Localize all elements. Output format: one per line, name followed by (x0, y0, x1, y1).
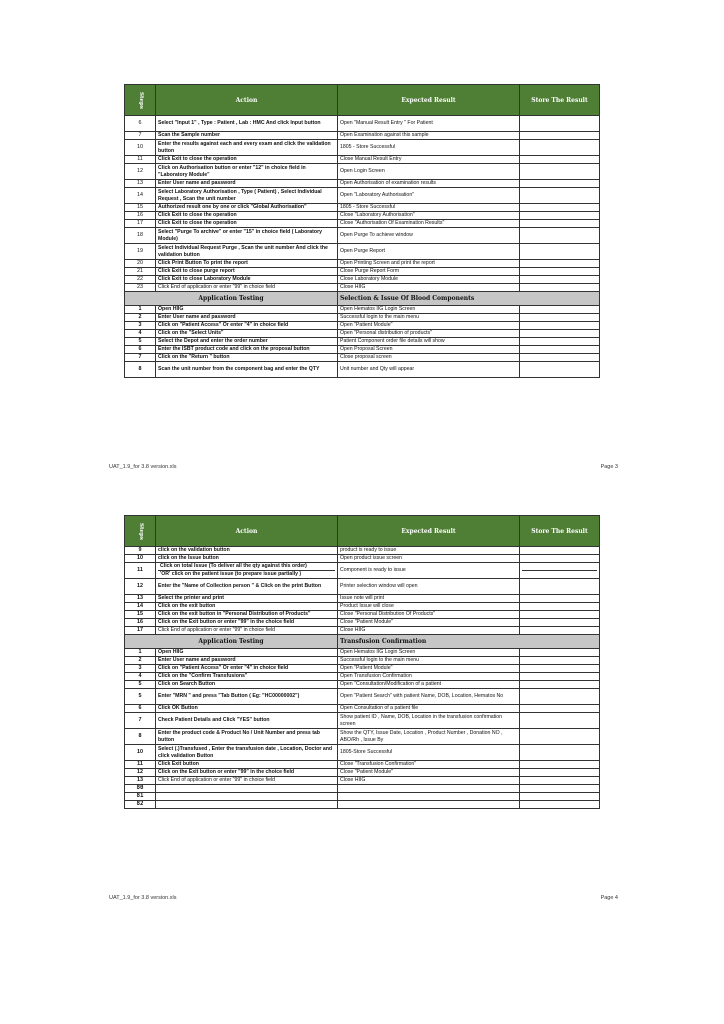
step-number: 6 (125, 705, 156, 713)
table-row (125, 276, 600, 284)
store-result-cell[interactable] (520, 306, 600, 314)
action-cell: Click End of application or enter "99" in choice field (156, 777, 338, 785)
action-cell: Select (.)Transfused , Enter the transfusion date , Location, Doctor and click validation Button (156, 745, 338, 761)
store-result-cell[interactable] (520, 777, 600, 785)
row-number: 80 (125, 785, 156, 793)
section-header-row (125, 635, 600, 649)
table-row (125, 244, 600, 260)
store-result-cell[interactable] (520, 276, 600, 284)
step-number: 12 (125, 769, 156, 777)
table-row (125, 212, 600, 220)
expected-cell: Component is ready to issue (338, 563, 520, 579)
footer-filename: UAT_1.9_for 3.8 version.xls (109, 464, 177, 470)
step-number: 16 (125, 619, 156, 627)
table-row (125, 649, 600, 657)
header-steps: Steps (125, 85, 156, 116)
expected-cell: Open Login Screen (338, 164, 520, 180)
action-line-2: 'OR' click on the patient issue (to prepare issue partially ) (160, 571, 302, 577)
header-store-result: Store The Result (520, 85, 600, 116)
table-row (125, 268, 600, 276)
table-row (125, 777, 600, 785)
expected-cell: Close "Patient Module" (338, 619, 520, 627)
footer-page-number: Page 3 (600, 464, 618, 470)
expected-cell: Close HIIG (338, 777, 520, 785)
step-number: 13 (125, 595, 156, 603)
table-row (125, 220, 600, 228)
empty-row (125, 801, 600, 809)
action-line-1: Click on total Issue (To deliver all the qty against this order) (158, 563, 335, 571)
action-cell: Check Patient Details and Click "YES" button (156, 713, 338, 729)
expected-cell: Close Purge Report Form (338, 268, 520, 276)
table-row (125, 555, 600, 563)
step-number: 14 (125, 603, 156, 611)
table-row (125, 116, 600, 132)
step-number: 15 (125, 611, 156, 619)
store-result-cell[interactable] (520, 156, 600, 164)
expected-cell: product is ready to issue (338, 547, 520, 555)
table-row (125, 627, 600, 635)
store-result-cell[interactable] (520, 713, 600, 729)
table-header-row (125, 516, 600, 547)
table-row (125, 204, 600, 212)
table-row (125, 330, 600, 338)
expected-cell: Open "Consultation/Modification of a patient (338, 681, 520, 689)
expected-cell: Open Transfusion Confirmation (338, 673, 520, 681)
step-number: 23 (125, 284, 156, 292)
section-header-row (125, 292, 600, 306)
step-number: 22 (125, 276, 156, 284)
store-result-cell[interactable] (520, 689, 600, 705)
store-result-cell[interactable] (520, 705, 600, 713)
store-result-cell[interactable] (520, 284, 600, 292)
step-number: 1 (125, 306, 156, 314)
expected-cell: Close Laboratory Module (338, 276, 520, 284)
header-action: Action (156, 516, 338, 547)
action-cell: Click on the Exit button or enter "99" in the choice field (156, 619, 338, 627)
table-row (125, 673, 600, 681)
step-number: 19 (125, 244, 156, 260)
table-row (125, 705, 600, 713)
header-steps: Steps (125, 516, 156, 547)
step-number: 8 (125, 362, 156, 378)
step-number: 7 (125, 713, 156, 729)
expected-cell: Open "Patient Module" (338, 322, 520, 330)
step-number: 21 (125, 268, 156, 276)
store-result-cell[interactable] (520, 547, 600, 555)
action-cell: Click End of application or enter "99" in choice field (156, 284, 338, 292)
action-cell: Click Exit to close the operation (156, 156, 338, 164)
row-number: 82 (125, 801, 156, 809)
expected-cell: Close "Laboratory Authorisation" (338, 212, 520, 220)
store-result-cell[interactable] (520, 188, 600, 204)
table-row (125, 284, 600, 292)
expected-cell: Close "Personal Distribution Of Products" (338, 611, 520, 619)
expected-cell: Open Purge To achieve window (338, 228, 520, 244)
expected-cell: 1805-Store Successful (338, 745, 520, 761)
action-cell: Enter User name and password (156, 657, 338, 665)
table-row (125, 180, 600, 188)
table-row (125, 745, 600, 761)
header-store-result: Store The Result (520, 516, 600, 547)
store-result-cell[interactable] (520, 681, 600, 689)
action-cell: Click on Search Button (156, 681, 338, 689)
store-result-cell[interactable] (520, 603, 600, 611)
action-cell: Enter the ISBT product code and click on the proposal button (156, 346, 338, 354)
table-row (125, 681, 600, 689)
table-row (125, 689, 600, 705)
expected-cell: Successful login to the main menu (338, 657, 520, 665)
table-row (125, 729, 600, 745)
action-cell: click on the validation button (156, 547, 338, 555)
table-row (125, 164, 600, 180)
step-number: 13 (125, 180, 156, 188)
table-row (125, 713, 600, 729)
step-number: 4 (125, 673, 156, 681)
step-number: 9 (125, 547, 156, 555)
step-number: 17 (125, 220, 156, 228)
table-row (125, 665, 600, 673)
step-number: 6 (125, 346, 156, 354)
action-cell: Authorized result one by one or click "Global Authorisation" (156, 204, 338, 212)
step-number: 5 (125, 689, 156, 705)
expected-cell: Open Printing Screen and print the report (338, 260, 520, 268)
action-cell: Click on the Exit button or enter "99" in the choice field (156, 769, 338, 777)
store-result-cell[interactable] (520, 362, 600, 378)
store-result-cell[interactable] (520, 180, 600, 188)
table-row (125, 306, 600, 314)
expected-cell: Close "Patient Module" (338, 769, 520, 777)
action-cell: Click on the "Return " button (156, 354, 338, 362)
action-cell: Enter User name and password (156, 314, 338, 322)
table-row (125, 338, 600, 346)
empty-cell[interactable] (338, 801, 520, 809)
table-row (125, 140, 600, 156)
section-title: Selection & Issue Of Blood Components (338, 292, 600, 306)
expected-cell: Patient Component order file details will show (338, 338, 520, 346)
section-label: Application Testing (125, 292, 338, 306)
action-cell: Click on the exit button in "Personal Distribution of Products" (156, 611, 338, 619)
header-expected-result: Expected Result (338, 516, 520, 547)
store-result-cell[interactable] (520, 354, 600, 362)
action-cell: Enter User name and password (156, 180, 338, 188)
table-row (125, 362, 600, 378)
table-row (125, 603, 600, 611)
expected-cell: Open "Patient Module" (338, 665, 520, 673)
action-cell: Click Exit to close the operation (156, 212, 338, 220)
store-result-cell[interactable] (520, 140, 600, 156)
action-cell: Enter the "Name of Collection person " & Click on the print Button (156, 579, 338, 595)
expected-cell: Open Authorisation of examination results (338, 180, 520, 188)
header-expected-result: Expected Result (338, 85, 520, 116)
store-result-cell[interactable] (520, 212, 600, 220)
empty-cell[interactable] (156, 793, 338, 801)
expected-cell: Open Consultation of a patient file (338, 705, 520, 713)
expected-cell: Open Hematos IIG Login Screen (338, 649, 520, 657)
store-result-cell[interactable] (520, 164, 600, 180)
step-number: 18 (125, 228, 156, 244)
store-result-cell[interactable] (520, 673, 600, 681)
expected-cell: Open Purge Report (338, 244, 520, 260)
empty-cell[interactable] (338, 785, 520, 793)
table-row (125, 619, 600, 627)
table-row (125, 346, 600, 354)
step-number: 10 (125, 745, 156, 761)
action-cell: Select the printer and print (156, 595, 338, 603)
step-number: 7 (125, 132, 156, 140)
store-result-cell[interactable] (520, 314, 600, 322)
store-result-cell[interactable] (520, 563, 600, 579)
table-row (125, 228, 600, 244)
empty-cell[interactable] (338, 793, 520, 801)
action-cell: Select "Purge To archive" or enter "15" in choice field ( Laboratory Module) (156, 228, 338, 244)
store-result-cell[interactable] (520, 322, 600, 330)
action-cell: Click on "Patient Access" Or enter "4" in choice field (156, 665, 338, 673)
footer-page-number: Page 4 (600, 895, 618, 901)
table-row (125, 354, 600, 362)
action-cell: Click on "Patient Access" Or enter "4" in choice field (156, 322, 338, 330)
step-number: 3 (125, 665, 156, 673)
expected-cell: Successful login to the main menu (338, 314, 520, 322)
empty-cell[interactable] (156, 801, 338, 809)
step-number: 11 (125, 156, 156, 164)
table-row (125, 260, 600, 268)
step-number: 10 (125, 555, 156, 563)
step-number: 12 (125, 164, 156, 180)
step-number: 13 (125, 777, 156, 785)
store-result-cell[interactable] (520, 761, 600, 769)
store-result-cell[interactable] (520, 665, 600, 673)
step-number: 16 (125, 212, 156, 220)
action-cell: Click Print Button To print the report (156, 260, 338, 268)
action-cell: Click OK Button (156, 705, 338, 713)
step-number: 3 (125, 322, 156, 330)
table-row (125, 769, 600, 777)
expected-cell: Close "Authorisation Of Examination Results" (338, 220, 520, 228)
action-cell (156, 563, 338, 579)
test-steps-table (124, 515, 600, 809)
action-cell: Click on the "Confirm Transfusions" (156, 673, 338, 681)
step-number: 6 (125, 116, 156, 132)
expected-cell: Issue note will print (338, 595, 520, 603)
section-label: Application Testing (125, 635, 338, 649)
action-cell: Enter the product code & Product No / Unit Number and press tab button (156, 729, 338, 745)
table-row (125, 657, 600, 665)
action-cell: Click End of application or enter "99" in choice field (156, 627, 338, 635)
store-result-cell[interactable] (520, 132, 600, 140)
action-cell: Enter "MRN " and press "Tab Button ( Eg: "HC00000002") (156, 689, 338, 705)
empty-cell[interactable] (520, 793, 600, 801)
store-result-cell[interactable] (520, 657, 600, 665)
table-row (125, 322, 600, 330)
expected-cell: 1805 - Store Successful (338, 204, 520, 212)
action-cell: Click Exit to close Laboratory Module (156, 276, 338, 284)
expected-cell: Open "Personal distribution of products" (338, 330, 520, 338)
step-number: 5 (125, 681, 156, 689)
expected-cell: 1805 - Store Successful (338, 140, 520, 156)
store-result-cell[interactable] (520, 619, 600, 627)
store-result-cell[interactable] (520, 204, 600, 212)
table-row (125, 314, 600, 322)
table-row (125, 563, 600, 579)
action-cell: Open HIIG (156, 306, 338, 314)
store-result-cell[interactable] (520, 220, 600, 228)
store-result-cell[interactable] (520, 555, 600, 563)
expected-cell: Open "Patient Search" with patient Name, DOB, Location, Hematos No (338, 689, 520, 705)
footer-filename: UAT_1.9_for 3.8 version.xls (109, 895, 177, 901)
step-number: 4 (125, 330, 156, 338)
expected-cell: Show the QTY, Issue Date, Location , Product Number , Donation NO , ABO/Rh , Issue By (338, 729, 520, 745)
action-cell: Select the Depot and enter the order number (156, 338, 338, 346)
empty-cell[interactable] (520, 785, 600, 793)
table-header-row (125, 85, 600, 116)
step-number: 10 (125, 140, 156, 156)
store-result-cell[interactable] (520, 260, 600, 268)
section-title: Transfusion Confirmation (338, 635, 600, 649)
expected-cell: Close HIIG (338, 627, 520, 635)
step-number: 14 (125, 188, 156, 204)
expected-cell: Close proposal screen (338, 354, 520, 362)
action-cell: Scan the Sample number (156, 132, 338, 140)
expected-cell: Open Hematos IIG Login Screen (338, 306, 520, 314)
action-cell: Scan the unit number from the component bag and enter the QTY (156, 362, 338, 378)
store-result-cell[interactable] (520, 745, 600, 761)
store-result-cell[interactable] (520, 729, 600, 745)
expected-cell: Printer selection window will open (338, 579, 520, 595)
test-steps-table (124, 84, 600, 378)
store-result-cell[interactable] (520, 579, 600, 595)
store-result-cell[interactable] (520, 330, 600, 338)
store-result-cell[interactable] (520, 338, 600, 346)
expected-cell: Show patient ID , Name, DOB, Location in the transfusion confirmation screen (338, 713, 520, 729)
action-cell: Select "Input 1" , Type : Patient , Lab : HMC And click Input button (156, 116, 338, 132)
page-4 (0, 512, 724, 1024)
store-result-cell[interactable] (520, 649, 600, 657)
action-cell: Select Individual Request Purge , Scan the unit number And click the validation button (156, 244, 338, 260)
table-row (125, 611, 600, 619)
store-result-cell[interactable] (520, 228, 600, 244)
store-result-cell[interactable] (520, 244, 600, 260)
store-result-cell[interactable] (520, 595, 600, 603)
empty-cell[interactable] (156, 785, 338, 793)
action-cell: Click Exit button (156, 761, 338, 769)
table-row (125, 188, 600, 204)
table-row (125, 156, 600, 164)
expected-cell: Open product issue screen (338, 555, 520, 563)
step-number: 2 (125, 314, 156, 322)
expected-cell: Close HIIG (338, 284, 520, 292)
header-action: Action (156, 85, 338, 116)
store-result-cell[interactable] (520, 611, 600, 619)
step-number: 17 (125, 627, 156, 635)
expected-cell: Close Manual Result Entry (338, 156, 520, 164)
table-row (125, 132, 600, 140)
action-cell: Select Laboratory Authorisation , Type ( Patient) , Select Individual Request , Scan the unit number (156, 188, 338, 204)
step-number: 8 (125, 729, 156, 745)
expected-cell: Product Issue will close (338, 603, 520, 611)
expected-cell: Open Examination against this sample (338, 132, 520, 140)
store-result-cell[interactable] (520, 627, 600, 635)
action-cell: Click Exit to close purge report (156, 268, 338, 276)
empty-row (125, 793, 600, 801)
empty-row (125, 785, 600, 793)
table-row (125, 595, 600, 603)
store-result-cell[interactable] (520, 268, 600, 276)
table-row (125, 761, 600, 769)
expected-cell: Open "Laboratory Authorisation" (338, 188, 520, 204)
row-number: 81 (125, 793, 156, 801)
store-result-cell[interactable] (520, 116, 600, 132)
action-cell: Enter the results against each and every exam and click the validation button (156, 140, 338, 156)
table-row (125, 547, 600, 555)
action-cell: Click Exit to close the operation (156, 220, 338, 228)
expected-cell: Unit number and Qty will appear (338, 362, 520, 378)
expected-cell: Open "Manual Result Entry " For Patient (338, 116, 520, 132)
step-number: 1 (125, 649, 156, 657)
step-number: 5 (125, 338, 156, 346)
step-number: 2 (125, 657, 156, 665)
action-cell: Click on the "Select Units" (156, 330, 338, 338)
store-result-cell[interactable] (520, 346, 600, 354)
expected-cell: Open Proposal Screen (338, 346, 520, 354)
empty-cell[interactable] (520, 801, 600, 809)
step-number: 12 (125, 579, 156, 595)
action-cell: click on the Issue button (156, 555, 338, 563)
step-number: 7 (125, 354, 156, 362)
store-result-cell[interactable] (520, 769, 600, 777)
step-number: 11 (125, 761, 156, 769)
action-cell: Open HIIG (156, 649, 338, 657)
step-number: 15 (125, 204, 156, 212)
step-number: 11 (125, 563, 156, 579)
action-cell: Click on the exit button (156, 603, 338, 611)
table-row (125, 579, 600, 595)
expected-cell: Close "Transfusion Confirmation" (338, 761, 520, 769)
action-cell: Click on Authorisation button or enter "12" in choice field in "Laboratory Module" (156, 164, 338, 180)
step-number: 20 (125, 260, 156, 268)
